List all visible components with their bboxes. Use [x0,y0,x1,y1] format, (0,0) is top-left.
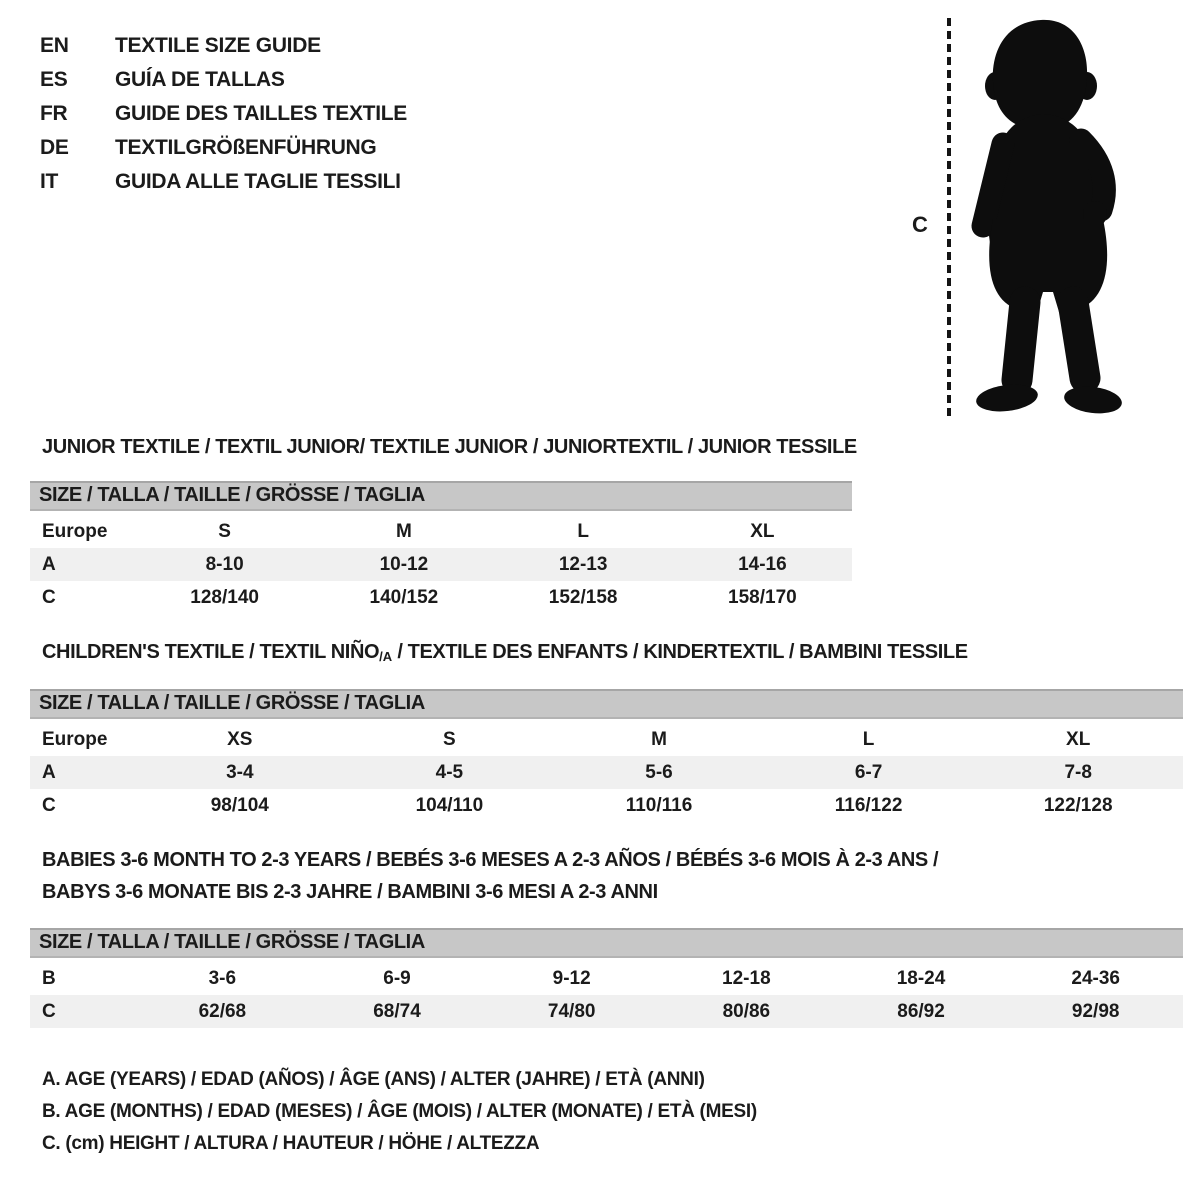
table-cell: M [395,521,412,542]
table-cell: 140/152 [369,587,439,608]
table-row-europe [30,723,1183,756]
table-cell: XL [750,521,775,542]
table-cell: 68/74 [373,1001,421,1022]
table-cell: 5-6 [645,762,673,783]
table-row-age [30,756,1183,789]
table-cell: 80/86 [722,1001,771,1022]
table-cell: 104/110 [415,795,484,816]
babies-section-title-line2: BABYS 3-6 MONATE BIS 2-3 JAHRE / BAMBINI 3-6 MESI A 2-3 ANNI [42,881,658,903]
table-cell: 122/128 [1043,795,1113,816]
row-label: B [42,968,56,989]
table-cell: L [577,521,589,542]
children-title-post: / TEXTILE DES ENFANTS / KINDERTEXTIL / BAMBINI TESSILE [392,641,968,663]
table-cell: 128/140 [190,587,259,608]
guide-title-es: GUÍA DE TALLAS [115,68,285,91]
table-row-height [30,581,852,614]
row-label: C [42,1001,56,1022]
guide-title-fr: GUIDE DES TAILLES TEXTILE [115,102,407,125]
language-code: EN [40,34,69,57]
table-cell: 86/92 [897,1001,945,1022]
table-cell: 6-9 [383,968,411,989]
table-cell: XL [1066,729,1091,750]
table-cell: 12-13 [558,554,608,575]
language-code: FR [40,102,68,125]
row-label: C [42,587,56,608]
babies-section-title-line1: BABIES 3-6 MONTH TO 2-3 YEARS / BEBÉS 3-6 MESES A 2-3 AÑOS / BÉBÉS 3-6 MOIS À 2-3 ANS / [42,849,939,871]
table-row-europe [30,515,852,548]
table-cell: 158/170 [728,587,797,608]
table-cell: XS [227,729,253,750]
row-label: A [42,554,56,575]
babies-size-table [30,928,1183,1028]
table-row-height [30,789,1183,822]
language-code: ES [40,68,68,91]
language-row-de [40,131,407,165]
junior-section-title: JUNIOR TEXTILE / TEXTIL JUNIOR/ TEXTILE JUNIOR / JUNIORTEXTIL / JUNIOR TESSILE [42,436,857,458]
table-row-age [30,548,852,581]
legend-note-height-cm: C. (cm) HEIGHT / ALTURA / HAUTEUR / HÖHE / ALTEZZA [42,1133,540,1154]
children-size-table [30,689,1183,822]
table-cell: 7-8 [1064,762,1092,783]
table-cell: 62/68 [198,1001,247,1022]
height-measure-dashed-line [947,18,951,416]
table-cell: 98/104 [210,795,269,816]
height-measure-label: C [912,212,928,237]
language-code: DE [40,136,69,159]
table-cell: 10-12 [379,554,429,575]
row-label: Europe [42,521,108,542]
junior-size-table [30,481,852,614]
table-cell: M [651,729,667,750]
table-cell: 14-16 [738,554,787,575]
table-cell: L [862,729,875,750]
language-row-en [40,29,407,63]
baby-silhouette [963,14,1143,420]
language-code: IT [40,170,59,193]
table-cell: 9-12 [552,968,591,989]
row-label: C [42,795,56,816]
table-cell: S [218,521,231,542]
table-cell: 116/122 [834,795,903,816]
children-title-pre: CHILDREN'S TEXTILE / TEXTIL NIÑO [42,641,380,663]
language-row-es [40,63,407,97]
table-row-age-months [30,962,1183,995]
table-cell: 8-10 [205,554,244,575]
row-label: Europe [42,729,108,750]
table-cell: 12-18 [722,968,771,989]
table-cell: 92/98 [1071,1001,1120,1022]
legend-note-age-months: B. AGE (MONTHS) / EDAD (MESES) / ÂGE (MOIS) / ALTER (MONATE) / ETÀ (MESI) [42,1101,757,1122]
guide-title-en: TEXTILE SIZE GUIDE [115,34,321,57]
table-cell: 6-7 [854,762,883,783]
guide-title-it: GUIDA ALLE TAGLIE TESSILI [115,170,401,193]
table-cell: 24-36 [1071,968,1120,989]
children-section-title [42,641,968,664]
language-row-fr [40,97,407,131]
table-cell: 110/116 [625,795,693,816]
table-cell: 152/158 [548,587,618,608]
table-cell: 4-5 [435,762,464,783]
table-cell: 18-24 [896,968,946,989]
row-label: A [42,762,56,783]
table-row-height [30,995,1183,1028]
table-cell: 3-6 [208,968,237,989]
children-title-subscript: /A [379,649,393,664]
legend-note-age-years: A. AGE (YEARS) / EDAD (AÑOS) / ÂGE (ANS) / ALTER (JAHRE) / ETÀ (ANNI) [42,1069,705,1090]
table-header-bar: SIZE / TALLA / TAILLE / GRÖSSE / TAGLIA [30,689,1183,719]
table-cell: 3-4 [226,762,254,783]
guide-title-de: TEXTILGRÖßENFÜHRUNG [115,136,377,159]
language-title-list [40,29,407,199]
table-cell: S [443,729,456,750]
language-row-it [40,165,407,199]
table-header-bar: SIZE / TALLA / TAILLE / GRÖSSE / TAGLIA [30,928,1183,958]
table-header-bar: SIZE / TALLA / TAILLE / GRÖSSE / TAGLIA [30,481,852,511]
table-cell: 74/80 [547,1001,596,1022]
